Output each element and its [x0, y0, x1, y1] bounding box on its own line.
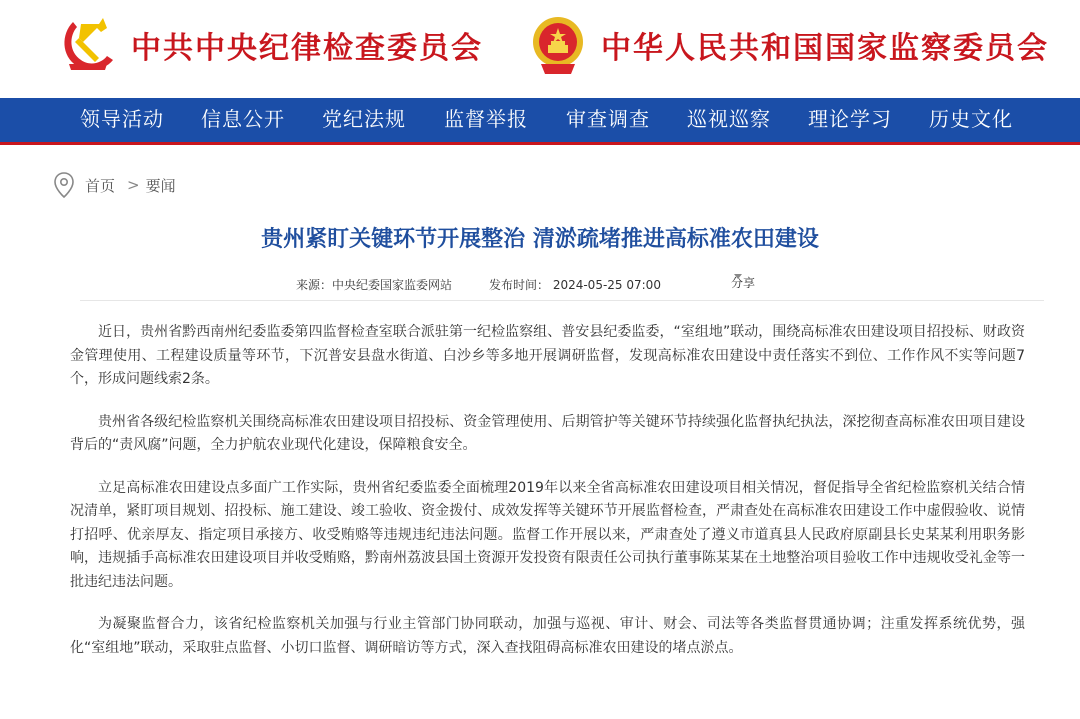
nav-item-inspection[interactable]: 巡视巡察 [687, 107, 771, 131]
article-body [70, 321, 1025, 679]
ccdi-brand[interactable] [55, 12, 483, 78]
breadcrumb-separator: > [127, 176, 140, 194]
nsc-brand[interactable] [525, 12, 1049, 78]
breadcrumb-home-link[interactable]: 首页 [85, 176, 116, 195]
national-emblem-icon [525, 12, 591, 78]
chevron-down-icon [734, 274, 742, 279]
article-meta [0, 276, 1080, 294]
share-label: 分享 [731, 276, 756, 290]
nav-item-report[interactable]: 监督举报 [444, 107, 528, 131]
breadcrumb [54, 172, 176, 198]
meta-divider [80, 300, 1044, 301]
nav-item-theory[interactable]: 理论学习 [808, 107, 892, 131]
nav-item-info-disclosure[interactable]: 信息公开 [201, 107, 285, 131]
nav-item-history[interactable]: 历史文化 [929, 107, 1013, 131]
main-nav [0, 98, 1080, 145]
article-title: 贵州紧盯关键环节开展整治 清淤疏堵推进高标准农田建设 [261, 227, 819, 252]
ccdi-title: 中共中央纪律检查委员会 [131, 31, 483, 66]
article-source: 来源：中央纪委国家监委网站 [296, 278, 453, 292]
nav-item-regulations[interactable]: 党纪法规 [322, 107, 406, 131]
nsc-title: 中华人民共和国国家监察委员会 [601, 31, 1049, 66]
article-paragraph: 立足高标准农田建设点多面广工作实际，贵州省纪委监委全面梳理2019年以来全省高标准农田建设项目相关情况，督促指导全省纪检监察机关结合情况清单，紧盯项目规划、招投标、施工建设、竣工验收、资金拨付、成效发挥等关键环节开展监督检查，严肃查处在高标准农田建设工作中虚假验收、说情打招呼、优亲厚友、指定项目承接方、收受贿赂等违规违纪违法问题。监督工作开展以来，严肃查处了遵义市道真县人民政府原副县长史某某利用职务影响，违规插手高标准农田建设项目并收受贿赂，黔南州荔波县国土资源开发投资有限责任公司执行董事陈某某在土地整治项目验收工作中违规收受礼金等一批违纪违法问题。 [70, 479, 1025, 590]
nav-item-investigation[interactable]: 审查调查 [566, 107, 650, 131]
article-publish-time: 发布时间： 2024-05-25 07:00 [489, 278, 661, 292]
breadcrumb-current-link[interactable]: 要闻 [145, 176, 176, 195]
article-paragraph: 为凝聚监督合力，该省纪检监察机关加强与行业主管部门协同联动，加强与巡视、审计、财会、司法等各类监督贯通协调；注重发挥系统优势，强化“室组地”联动，采取驻点监督、小切口监督、调研暗访等方式，深入查找阻碍高标准农田建设的堵点淤点。 [70, 616, 1025, 656]
article-paragraph: 近日，贵州省黔西南州纪委监委第四监督检查室联合派驻第一纪检监察组、普安县纪委监委，“室组地”联动，围绕高标准农田建设项目招投标、财政资金管理使用、工程建设质量等环节，下沉普安县盘水街道、白沙乡等多地开展调研监督，发现高标准农田建设中责任落实不到位、工作作风不实等问题7个，形成问题线索2条。 [70, 324, 1025, 387]
nav-item-leadership[interactable]: 领导活动 [80, 107, 164, 131]
location-pin-icon [54, 172, 74, 198]
site-header [0, 0, 1080, 98]
article-paragraph: 贵州省各级纪检监察机关围绕高标准农田建设项目招投标、资金管理使用、后期管护等关键环节持续强化监督执纪执法，深挖彻查高标准农田项目建设背后的“责风腐”问题，全力护航农业现代化建设，保障粮食安全。 [70, 413, 1025, 453]
party-emblem-icon [55, 12, 121, 78]
